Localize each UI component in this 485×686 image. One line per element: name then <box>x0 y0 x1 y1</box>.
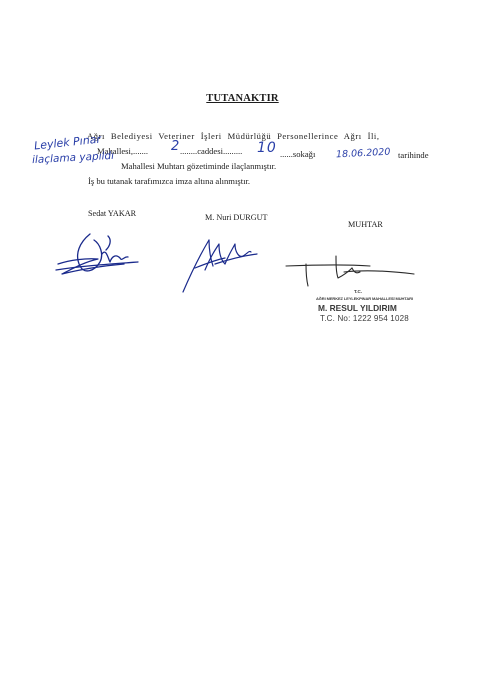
stamp-tc-top: T.C. <box>353 289 362 294</box>
handwritten-cadde: 2 <box>171 139 180 154</box>
body-line-3: Mahallesi Muhtarı gözetiminde ilaçlanmıştır. <box>121 161 277 171</box>
body-line-2b: ........caddesi......... <box>180 146 243 156</box>
handwritten-mahalle: Leylek Pınar <box>33 132 102 153</box>
signature-right-image <box>282 254 422 290</box>
signatory-right-name: MUHTAR <box>348 220 383 229</box>
body-line-2a: Mahallesi,....... <box>97 146 149 156</box>
handwritten-tarih: 18.06.2020 <box>335 146 391 161</box>
body-line-1: Ağrı Belediyesi Veteriner İşleri Müdürlüğü Personellerince Ağrı İli, <box>87 131 380 141</box>
signature-center-image <box>175 230 265 300</box>
handwritten-islem: ilaçlama yapıldı <box>31 149 115 167</box>
stamp-name: M. RESUL YILDIRIM <box>318 303 397 313</box>
signatory-left-name: Sedat YAKAR <box>88 209 137 218</box>
handwritten-sokak: 10 <box>257 140 277 156</box>
body-line-4: İş bu tutanak tarafımızca imza altına alınmıştır. <box>88 176 251 186</box>
document-title: TUTANAKTIR <box>206 93 279 104</box>
stamp-id-number: T.C. No: 1222 954 1028 <box>320 314 409 323</box>
stamp-office: AĞRI MERKEZ LEYLEKPINAR MAHALLESİ MUHTARI <box>316 296 413 301</box>
body-line-2c: ......sokağı <box>280 149 316 159</box>
signature-left-image <box>50 226 160 286</box>
body-line-2d: tarihinde <box>398 150 429 160</box>
signatory-center-name: M. Nuri DURGUT <box>205 213 268 222</box>
